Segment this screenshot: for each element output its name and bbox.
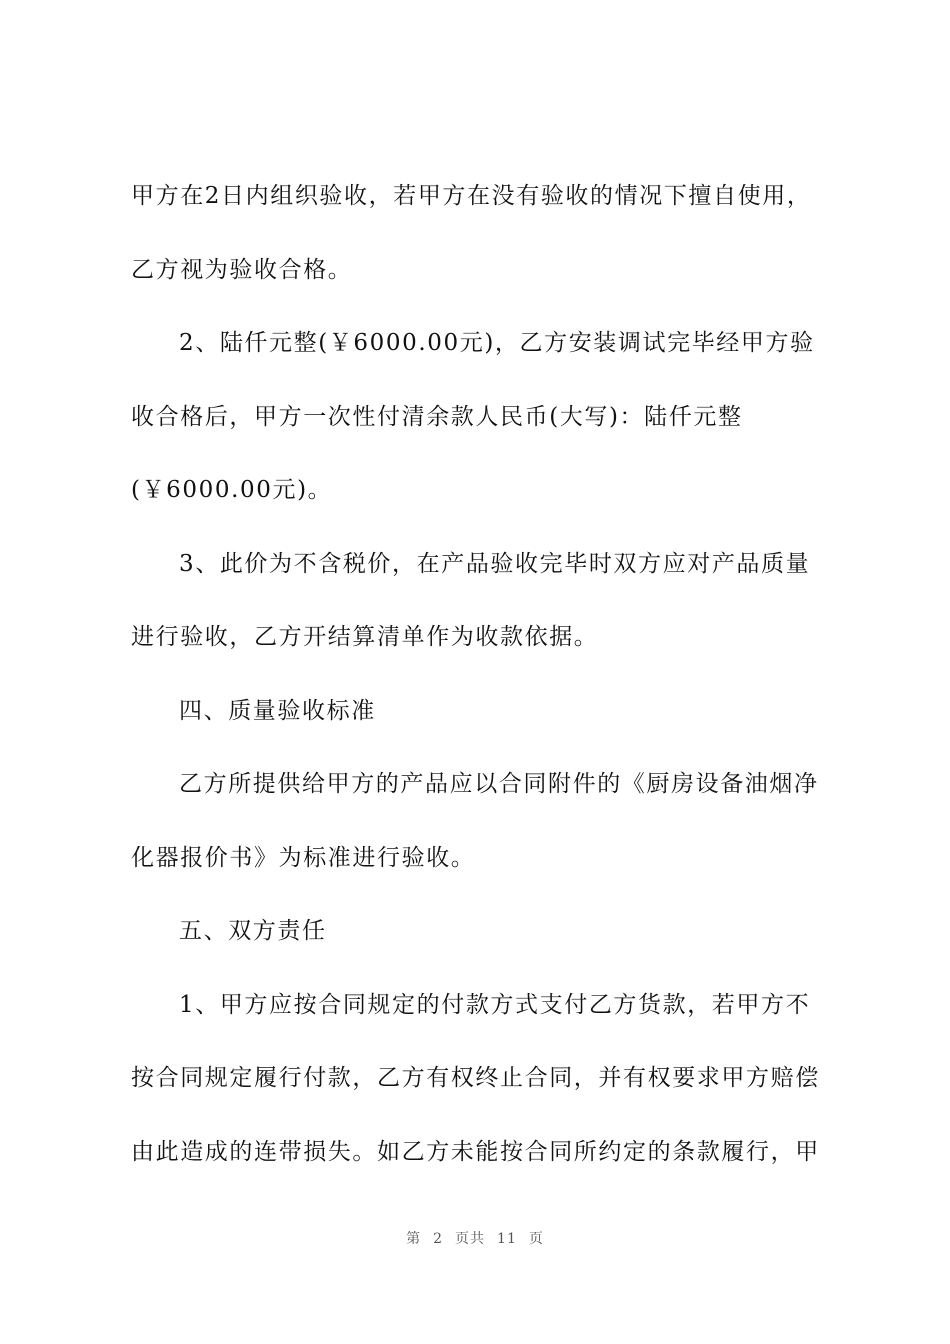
text-line: 1、甲方应按合同规定的付款方式支付乙方货款，若甲方不 xyxy=(179,991,811,1018)
text-line: 由此造成的连带损失。如乙方未能按合同所约定的条款履行，甲 xyxy=(131,1138,820,1165)
footer-total-pages: 11 xyxy=(497,1231,517,1247)
text-line: 3、此价为不含税价，在产品验收完毕时双方应对产品质量 xyxy=(179,550,811,577)
footer-middle: 页共 xyxy=(455,1231,486,1247)
footer-page-number: 2 xyxy=(433,1231,444,1247)
document-body xyxy=(131,160,851,1189)
text-line: 按合同规定履行付款，乙方有权终止合同，并有权要求甲方赔偿 xyxy=(131,1065,820,1091)
text-line: 进行验收，乙方开结算清单作为收款依据。 xyxy=(131,624,599,650)
text-line: (￥6000.00元)。 xyxy=(131,477,333,503)
text-line: 乙方所提供给甲方的产品应以合同附件的《厨房设备油烟净 xyxy=(179,771,819,797)
page-footer xyxy=(0,1228,950,1248)
footer-suffix: 页 xyxy=(528,1231,544,1247)
text-line: 收合格后，甲方一次性付清余款人民币(大写)：陆仟元整 xyxy=(131,403,743,430)
text-line: 2、陆仟元整(￥6000.00元)，乙方安装调试完毕经甲方验 xyxy=(179,330,815,356)
footer-prefix: 第 xyxy=(406,1231,422,1247)
section-heading: 四、质量验收标准 xyxy=(179,697,376,724)
text-line: 乙方视为验收合格。 xyxy=(131,256,353,283)
section-heading: 五、双方责任 xyxy=(179,918,327,944)
text-line: 甲方在2日内组织验收，若甲方在没有验收的情况下擅自使用， xyxy=(131,183,812,209)
text-line: 化器报价书》为标准进行验收。 xyxy=(131,844,476,871)
